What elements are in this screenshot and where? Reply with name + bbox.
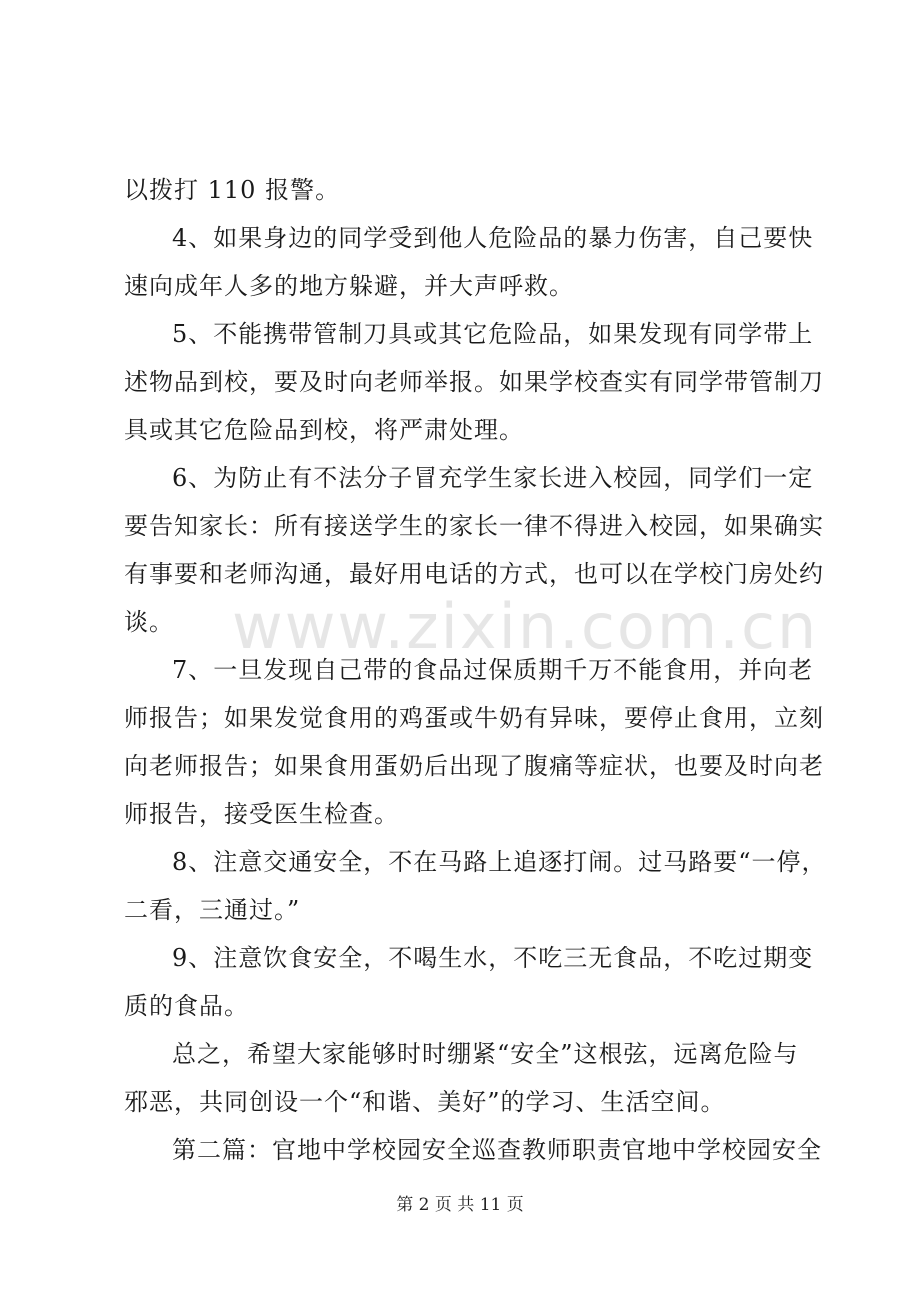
text-line: 5、不能携带管制刀具或其它危险品，如果发现有同学带上 [172, 320, 814, 348]
page-number-footer: 第 2 页 共 11 页 [396, 1195, 524, 1215]
text-line: 有事要和老师沟通，最好用电话的方式，也可以在学校门房处约 [124, 560, 824, 588]
text-line: 师报告；如果发觉食用的鸡蛋或牛奶有异味，要停止食用，立刻 [124, 704, 824, 732]
text-line: 邪恶，共同创设一个“和谐、美好”的学习、生活空间。 [124, 1088, 726, 1116]
text-line: 7、一旦发现自己带的食品过保质期千万不能食用，并向老 [172, 656, 814, 684]
text-line: 9、注意饮食安全，不喝生水，不吃三无食品，不吃过期变 [172, 944, 814, 972]
text-line: 总之，希望大家能够时时绷紧“安全”这根弦，远离危险与 [172, 1040, 799, 1068]
text-line: 要告知家长：所有接送学生的家长一律不得进入校园，如果确实 [124, 512, 824, 540]
text-line: 以拨打 110 报警。 [124, 176, 341, 204]
text-line: 谈。 [124, 608, 174, 636]
watermark: www.zixin.com.cn [232, 590, 819, 663]
text-line: 师报告，接受医生检查。 [124, 800, 399, 828]
text-line: 8、注意交通安全，不在马路上追逐打闹。过马路要“一停， [172, 848, 827, 876]
text-line: 述物品到校，要及时向老师举报。如果学校查实有同学带管制刀 [124, 368, 824, 396]
text-line: 速向成年人多的地方躲避，并大声呼救。 [124, 272, 574, 300]
text-line: 第二篇：官地中学校园安全巡查教师职责官地中学校园安全 [172, 1136, 822, 1164]
text-line: 6、为防止有不法分子冒充学生家长进入校园，同学们一定 [172, 464, 814, 492]
text-line: 二看，三通过。” [124, 896, 301, 924]
text-line: 4、如果身边的同学受到他人危险品的暴力伤害，自己要快 [172, 224, 814, 252]
text-line: 质的食品。 [124, 992, 249, 1020]
text-line: 向老师报告；如果食用蛋奶后出现了腹痛等症状，也要及时向老 [124, 752, 824, 780]
text-line: 具或其它危险品到校，将严肃处理。 [124, 416, 524, 444]
